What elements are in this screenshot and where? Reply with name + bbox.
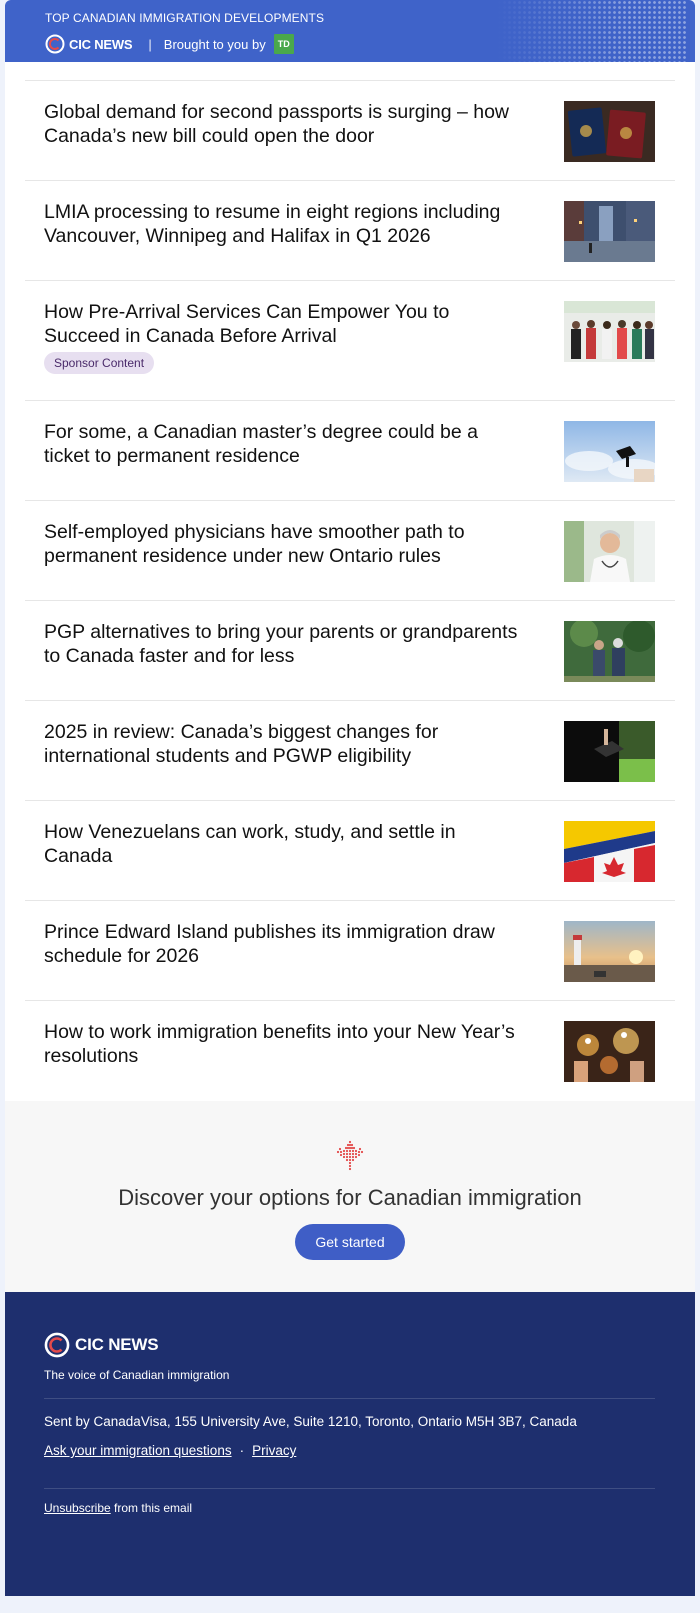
article-item[interactable] xyxy=(25,901,675,1001)
sparklers-celebration-photo-icon[interactable] xyxy=(564,1021,655,1082)
city-street-photo-icon[interactable] xyxy=(564,201,655,262)
article-item[interactable] xyxy=(25,401,675,501)
footer-links xyxy=(44,1443,655,1458)
footer xyxy=(5,1292,695,1596)
get-started-button[interactable]: Get started xyxy=(295,1224,404,1260)
lighthouse-sunset-photo-icon[interactable] xyxy=(564,921,655,982)
article-item[interactable] xyxy=(25,281,675,401)
footer-tagline: The voice of Canadian immigration xyxy=(44,1368,230,1382)
footer-divider xyxy=(44,1398,655,1399)
article-item[interactable] xyxy=(25,81,675,181)
td-logo[interactable]: TD xyxy=(274,34,294,54)
cta-section xyxy=(5,1101,695,1292)
graduate-cap-photo-icon[interactable] xyxy=(564,721,655,782)
maple-leaf-icon xyxy=(334,1139,366,1171)
newsletter-header xyxy=(5,0,695,62)
logo-text: CIC NEWS xyxy=(69,36,133,52)
article-title[interactable]: Self-employed physicians have smoother path to permanent residence under new Ontario rules xyxy=(44,521,465,567)
article-item[interactable] xyxy=(25,501,675,601)
doctor-photo-icon[interactable] xyxy=(564,521,655,582)
footer-address: Sent by CanadaVisa, 155 University Ave, Suite 1210, Toronto, Ontario M5H 3B7, Canada xyxy=(44,1414,577,1429)
footer-cic-news-logo[interactable] xyxy=(44,1332,655,1358)
cic-logo-icon xyxy=(44,1332,70,1358)
article-title[interactable]: How to work immigration benefits into your New Year’s resolutions xyxy=(44,1021,515,1067)
article-item[interactable] xyxy=(25,181,675,281)
article-list xyxy=(5,81,695,1101)
article-item[interactable] xyxy=(25,1001,675,1101)
article-title[interactable]: Prince Edward Island publishes its immigration draw schedule for 2026 xyxy=(44,921,495,967)
footer-divider xyxy=(44,1488,655,1489)
article-title[interactable]: For some, a Canadian master’s degree could be a ticket to permanent residence xyxy=(44,421,478,467)
article-item[interactable] xyxy=(25,601,675,701)
article-title[interactable]: LMIA processing to resume in eight regions including Vancouver, Winnipeg and Halifax in Q1 2026 xyxy=(44,201,501,247)
header-brand-row xyxy=(45,34,695,54)
header-label: TOP CANADIAN IMMIGRATION DEVELOPMENTS xyxy=(45,11,325,25)
ask-questions-link[interactable]: Ask your immigration questions xyxy=(44,1443,232,1458)
group-photo-icon[interactable] xyxy=(564,301,655,362)
article-title[interactable]: 2025 in review: Canada’s biggest changes for international students and PGWP eligibility xyxy=(44,721,439,767)
cic-logo-icon xyxy=(45,34,65,54)
article-title[interactable]: PGP alternatives to bring your parents or grandparents to Canada faster and for less xyxy=(44,621,518,667)
brought-by-text: Brought to you by xyxy=(163,36,266,52)
cta-title: Discover your options for Canadian immigration xyxy=(118,1185,582,1210)
article-title[interactable]: How Venezuelans can work, study, and settle in Canada xyxy=(44,821,456,867)
graduation-cap-sky-photo-icon[interactable] xyxy=(564,421,655,482)
list-top-divider xyxy=(25,62,675,81)
passports-photo-icon[interactable] xyxy=(564,101,655,162)
link-separator: · xyxy=(239,1443,245,1458)
header-separator: | xyxy=(148,36,152,52)
article-item[interactable] xyxy=(25,801,675,901)
newsletter-card xyxy=(5,0,695,1596)
unsubscribe-text: from this email xyxy=(110,1501,193,1515)
unsubscribe-link[interactable]: Unsubscribe xyxy=(44,1501,111,1515)
venezuela-canada-flags-photo-icon[interactable] xyxy=(564,821,655,882)
privacy-link[interactable]: Privacy xyxy=(252,1443,297,1458)
footer-logo-text: CIC NEWS xyxy=(75,1335,159,1354)
article-title[interactable]: Global demand for second passports is surging – how Canada’s new bill could open the door xyxy=(44,101,510,147)
article-item[interactable] xyxy=(25,701,675,801)
cic-news-logo[interactable] xyxy=(45,34,132,54)
family-walk-photo-icon[interactable] xyxy=(564,621,655,682)
sponsor-content-badge: Sponsor Content xyxy=(44,352,154,374)
unsubscribe-line xyxy=(44,1501,655,1515)
article-title[interactable]: How Pre-Arrival Services Can Empower You to Succeed in Canada Before Arrival xyxy=(44,301,450,347)
